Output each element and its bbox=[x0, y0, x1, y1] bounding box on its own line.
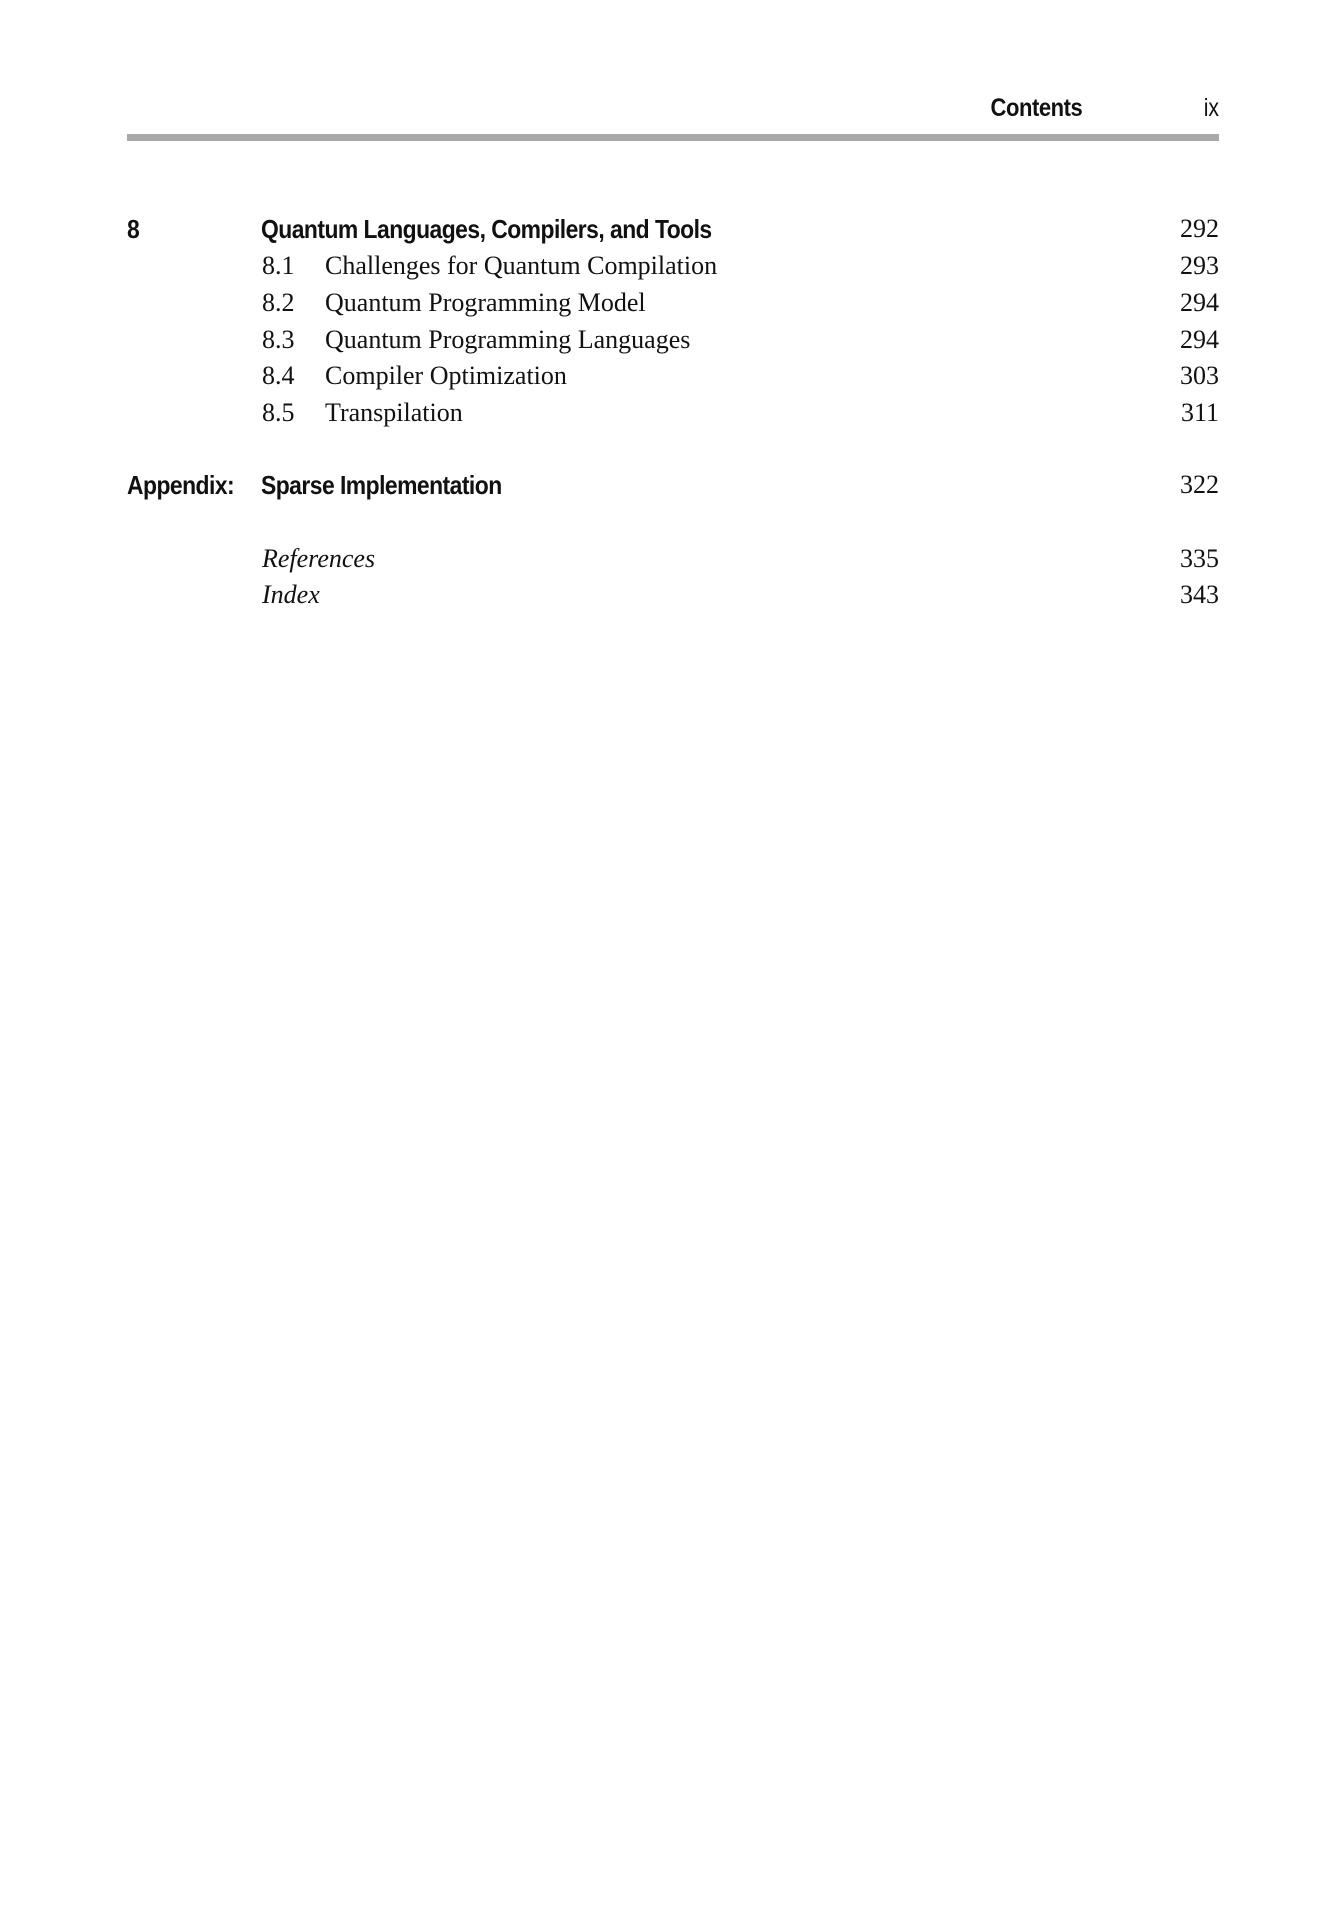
section-number: 8.1 bbox=[262, 251, 295, 280]
toc-section-row bbox=[127, 361, 1219, 395]
chapter-page: 292 bbox=[1180, 214, 1219, 243]
section-page: 294 bbox=[1180, 288, 1219, 317]
index-page: 343 bbox=[1180, 580, 1219, 609]
index-title: Index bbox=[262, 580, 320, 609]
section-title: Quantum Programming Model bbox=[325, 288, 646, 317]
chapter-title: Quantum Languages, Compilers, and Tools bbox=[261, 214, 712, 244]
section-title: Transpilation bbox=[325, 398, 463, 427]
toc-section-row bbox=[127, 251, 1219, 285]
toc-back-matter-row bbox=[127, 580, 1219, 614]
section-number: 8.4 bbox=[262, 361, 295, 390]
toc-back-matter-row bbox=[127, 544, 1219, 578]
section-page: 303 bbox=[1180, 361, 1219, 390]
header-rule bbox=[127, 134, 1219, 141]
section-title: Quantum Programming Languages bbox=[325, 325, 691, 354]
toc-section-row bbox=[127, 288, 1219, 322]
section-page: 293 bbox=[1180, 251, 1219, 280]
section-page: 311 bbox=[1180, 398, 1219, 427]
chapter-number: 8 bbox=[127, 214, 140, 244]
toc-appendix-row bbox=[127, 470, 1219, 504]
section-title: Compiler Optimization bbox=[325, 361, 567, 390]
section-number: 8.3 bbox=[262, 325, 295, 354]
references-page: 335 bbox=[1180, 544, 1219, 573]
section-number: 8.2 bbox=[262, 288, 295, 317]
running-header-title: Contents bbox=[990, 94, 1082, 122]
running-header-page-number: ix bbox=[1203, 94, 1219, 122]
appendix-title: Sparse Implementation bbox=[261, 470, 502, 500]
toc-section-row bbox=[127, 325, 1219, 359]
running-header bbox=[127, 94, 1219, 134]
section-number: 8.5 bbox=[262, 398, 295, 427]
appendix-label: Appendix: bbox=[127, 470, 235, 500]
appendix-page: 322 bbox=[1180, 470, 1219, 499]
toc-chapter-row bbox=[127, 214, 1219, 248]
toc-section-row bbox=[127, 398, 1219, 432]
section-page: 294 bbox=[1180, 325, 1219, 354]
references-title: References bbox=[262, 544, 376, 573]
section-title: Challenges for Quantum Compilation bbox=[325, 251, 718, 280]
